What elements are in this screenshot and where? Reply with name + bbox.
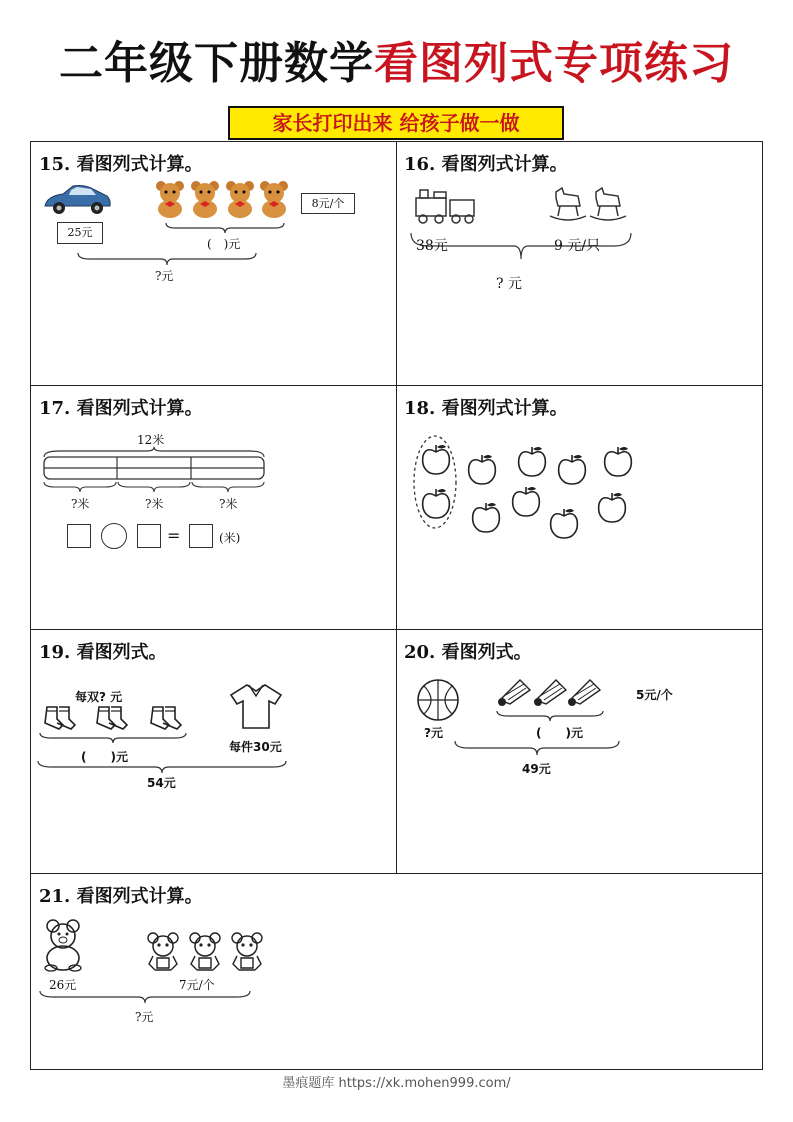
- problem-21: [31, 874, 764, 1071]
- ball-price: ?元: [424, 726, 443, 740]
- total-label: 49元: [522, 762, 551, 776]
- big-teddy-bear-icon: [41, 918, 87, 972]
- socks-icon: [39, 705, 79, 731]
- small-bear-icon: [229, 932, 265, 974]
- teddy-bear-icon: [223, 180, 257, 218]
- blank-label: ( )元: [81, 750, 128, 764]
- toy-train-icon: [414, 186, 478, 226]
- blank-label: ( )元: [536, 726, 583, 740]
- problem-title: 16. 看图列式计算。: [404, 154, 568, 175]
- shuttlecock-icon: [496, 678, 532, 706]
- car-icon: [41, 182, 113, 216]
- answer-box[interactable]: [67, 524, 91, 548]
- shuttle-price: 5元/个: [636, 688, 673, 702]
- problem-16: [396, 142, 764, 385]
- rocking-horse-icon: [548, 184, 588, 224]
- problem-title: 15. 看图列式计算。: [39, 154, 203, 175]
- equals-sign: =: [167, 526, 181, 545]
- problem-17: [31, 386, 396, 629]
- small-bear-icon: [145, 932, 181, 974]
- brace-socks: [39, 732, 187, 744]
- apple-icon: [548, 506, 580, 540]
- big-bear-price: 26元: [49, 978, 77, 992]
- blank-label: ( )元: [207, 237, 241, 251]
- apple-icon: [466, 452, 498, 486]
- apple-group: [396, 386, 764, 629]
- apple-icon: [596, 490, 628, 524]
- shirt-price: 每件30元: [229, 740, 282, 754]
- brace-total: [77, 252, 257, 266]
- train-price: 38元: [416, 238, 448, 254]
- total-label: ?元: [135, 1010, 154, 1024]
- operator-circle[interactable]: [101, 523, 127, 549]
- title-part-1: 二年级下册数学: [59, 38, 374, 89]
- brace-bears: [165, 222, 285, 234]
- problem-18: [396, 386, 764, 629]
- brace-shuttles: [496, 710, 604, 722]
- teddy-bear-icon: [153, 180, 187, 218]
- unit-label: (米): [219, 531, 241, 545]
- segment-bar: [43, 456, 265, 480]
- worksheet-grid: [30, 141, 763, 1070]
- problem-19: [31, 630, 396, 873]
- socks-icon: [91, 705, 131, 731]
- apple-icon: [510, 484, 542, 518]
- problem-title: 20. 看图列式。: [404, 642, 532, 663]
- apple-icon: [602, 444, 634, 478]
- segment-label: ?米: [219, 497, 238, 511]
- brace-total: [37, 760, 287, 774]
- teddy-bear-icon: [188, 180, 222, 218]
- title-part-2: 看图列式专项练习: [374, 38, 734, 89]
- apple-icon: [470, 500, 502, 534]
- problem-title: 21. 看图列式计算。: [39, 886, 203, 907]
- segment-label: ?米: [145, 497, 164, 511]
- footer: 墨痕题库 https://xk.mohen999.com/: [282, 1076, 511, 1091]
- bear-price: 8元/个: [301, 193, 355, 214]
- shirt-icon: [229, 682, 283, 730]
- brace-total: [39, 990, 251, 1004]
- sock-price: 每双? 元: [75, 690, 123, 704]
- horse-price: 9 元/只: [554, 238, 601, 254]
- problem-title: 18. 看图列式计算。: [404, 398, 568, 419]
- segment-braces: [43, 481, 265, 493]
- problem-20: [396, 630, 764, 873]
- segment-label: ?米: [71, 497, 90, 511]
- apple-icon: [420, 486, 452, 520]
- problem-15: [31, 142, 396, 385]
- apple-icon: [420, 442, 452, 476]
- shuttlecock-icon: [532, 678, 568, 706]
- problem-title: 17. 看图列式计算。: [39, 398, 203, 419]
- banner: 家长打印出来 给孩子做一做: [228, 106, 564, 140]
- basketball-icon: [416, 678, 460, 722]
- answer-box[interactable]: [137, 524, 161, 548]
- page-title: [0, 36, 793, 92]
- shuttlecock-icon: [566, 678, 602, 706]
- total-label: ?元: [155, 269, 174, 283]
- apple-icon: [556, 452, 588, 486]
- total-label: 54元: [147, 776, 176, 790]
- car-price: 25元: [57, 222, 103, 244]
- bear-group: [153, 180, 293, 220]
- rocking-horse-icon: [588, 184, 628, 224]
- brace-total: [454, 740, 620, 756]
- total-label: 12米: [137, 433, 165, 447]
- total-label: ? 元: [496, 276, 522, 292]
- teddy-bear-icon: [257, 180, 291, 218]
- answer-box[interactable]: [189, 524, 213, 548]
- small-bear-icon: [187, 932, 223, 974]
- problem-title: 19. 看图列式。: [39, 642, 167, 663]
- apple-icon: [516, 444, 548, 478]
- socks-icon: [145, 705, 185, 731]
- small-bear-price: 7元/个: [179, 978, 215, 992]
